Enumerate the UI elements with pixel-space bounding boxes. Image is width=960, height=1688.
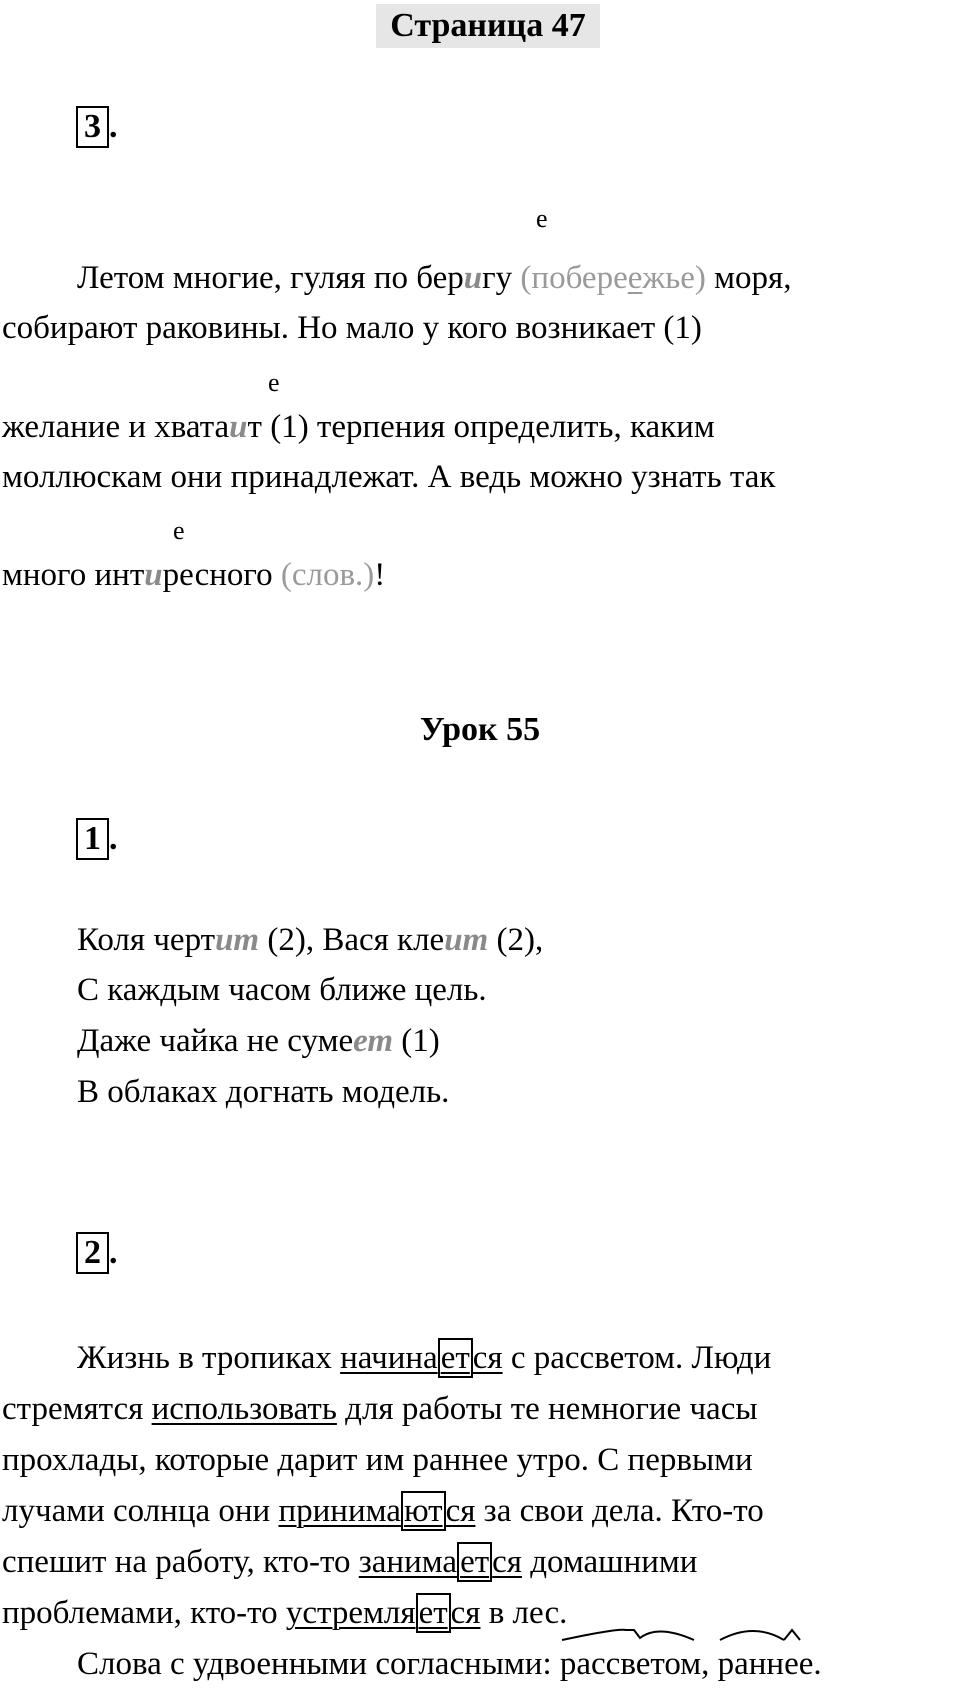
ending-box: ют [401,1491,446,1531]
underlined-verb: принимаются [278,1493,476,1529]
underlined-verb: использовать [151,1391,337,1427]
page-title: Страница 47 [376,4,600,48]
task3-line-2: собирают раковины. Но мало у кого возникает (1) [2,310,702,346]
ending-box: ет [416,1593,451,1633]
lesson-heading: Урок 55 [419,711,541,748]
task2-line-2: стремятся использовать для работы те немногие часы [2,1391,758,1427]
task2-line-3: прохлады, которые дарит им раннее утро. С первыми [2,1442,753,1478]
task2-line-4: лучами солнца они принимаются за свои дела. Кто-то [2,1493,764,1529]
task2-line-7: Слова с удвоенными согласными: рассветом, раннее. [77,1644,822,1684]
underlined-verb: занимается [358,1544,522,1580]
ending-box: ет [438,1338,473,1378]
poem-line-4: В облаках догнать модель. [77,1074,450,1110]
task-number-2: 2 . [76,1232,118,1274]
task2-line-1: Жизнь в тропиках начинается с рассветом. Люди [77,1340,772,1376]
hint-word: (слов.) [280,557,375,593]
wrong-letter: и [229,409,248,445]
poem-line-1: Коля чертит (2), Вася клеит (2), [77,922,544,958]
task3-line-1: Летом многие, гуляя по беригу (побереежье) моря, [77,260,792,296]
verb-ending: ит [215,922,260,958]
morpheme-word: рассветом [560,1644,701,1684]
underlined-verb: устремляется [285,1595,481,1631]
task3-line-5: много интиресного (слов.)! [2,557,386,593]
task-number-3-text: 3 [84,108,101,145]
underlined-verb: начинается [340,1340,503,1376]
correction-letter: е [536,204,548,233]
wrong-letter: и [144,557,163,593]
poem-line-3: Даже чайка не сумеет (1) [77,1023,440,1059]
task2-line-6: проблемами, кто-то устремляется в лес. [2,1595,568,1631]
verb-ending: ет [353,1023,394,1059]
task2-line-5: спешит на работу, кто-то занимается домашними [2,1544,698,1580]
task3-line-3: желание и хватаит (1) терпения определить, каким [2,409,715,445]
task-number-3: 3 . [76,106,118,148]
wrong-letter: и [463,260,483,296]
ending-box: ет [457,1542,492,1582]
task3-line-4: моллюскам они принадлежат. А ведь можно узнать так [2,459,776,495]
poem-line-2: С каждым часом ближе цель. [77,972,487,1008]
correction-letter: е [268,368,280,397]
correction-letter: е [173,516,185,545]
task-number-1: 1 . [76,818,118,860]
root-arc-icon [718,1626,818,1646]
root-arc-icon [560,1626,700,1646]
morpheme-word: раннее [718,1644,814,1684]
hint-word: (побереежье) [520,260,706,296]
verb-ending: ит [444,922,489,958]
